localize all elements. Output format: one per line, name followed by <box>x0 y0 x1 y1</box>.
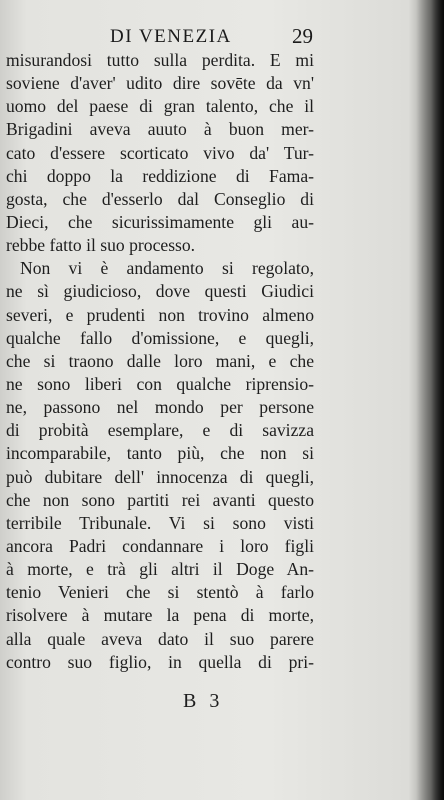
text-line: severi, e prudenti non trovino almeno <box>6 304 314 325</box>
text-line: ancora Padri condannare i loro figli <box>6 535 314 556</box>
signature-mark: B 3 <box>183 690 224 712</box>
text-line: di probità esemplare, e di savizza <box>6 420 314 441</box>
text-line: qualche fallo d'omissione, e quegli, <box>6 327 314 348</box>
page-number: 29 <box>292 24 313 48</box>
text-line: incomparabile, tanto più, che non si <box>6 443 314 464</box>
text-line: tenio Venieri che si stentò à farlo <box>6 582 314 603</box>
text-line: soviene d'aver' udito dire sovēte da vn' <box>6 73 314 94</box>
text-line: risolvere à mutare la pena di morte, <box>6 605 314 626</box>
text-line: ne sì giudicioso, dove questi Giudici <box>6 281 314 302</box>
text-line: contro suo figlio, in quella di pri- <box>6 651 314 672</box>
text-line: che si traono dalle loro mani, e che <box>6 350 314 371</box>
text-line: gosta, che d'esserlo dal Conseglio di <box>6 188 314 209</box>
text-line: misurandosi tutto sulla perdita. E mi <box>6 50 314 70</box>
text-line: terribile Tribunale. Vi si sono visti <box>6 512 314 533</box>
running-head: DI VENEZIA <box>110 26 232 47</box>
text-line: ne, passono nel mondo per persone <box>6 397 314 418</box>
body-text <box>6 49 314 674</box>
text-line: chi doppo la reddizione di Fama- <box>6 165 314 186</box>
text-line: che non sono partiti rei avanti questo <box>6 489 314 510</box>
text-line: ne sono liberi con qualche riprensio- <box>6 373 314 394</box>
text-line: Dieci, che sicurissimamente gli au- <box>6 211 314 232</box>
text-line-paragraph-end: rebbe fatto il suo processo. <box>6 235 196 256</box>
text-line: può dubitare dell' innocenza di quegli, <box>6 466 314 487</box>
text-line: Brigadini aveva auuto à buon mer- <box>6 119 314 140</box>
text-line: alla quale aveva dato il suo parere <box>6 628 314 649</box>
text-line: cato d'essere scorticato vivo da' Tur- <box>6 142 314 163</box>
spine-shadow <box>416 0 444 800</box>
text-line: à morte, e trà gli altri il Doge An- <box>6 559 314 580</box>
text-line: uomo del paese di gran talento, che il <box>6 96 314 117</box>
text-line-paragraph-start: Non vi è andamento si regolato, <box>20 258 314 279</box>
